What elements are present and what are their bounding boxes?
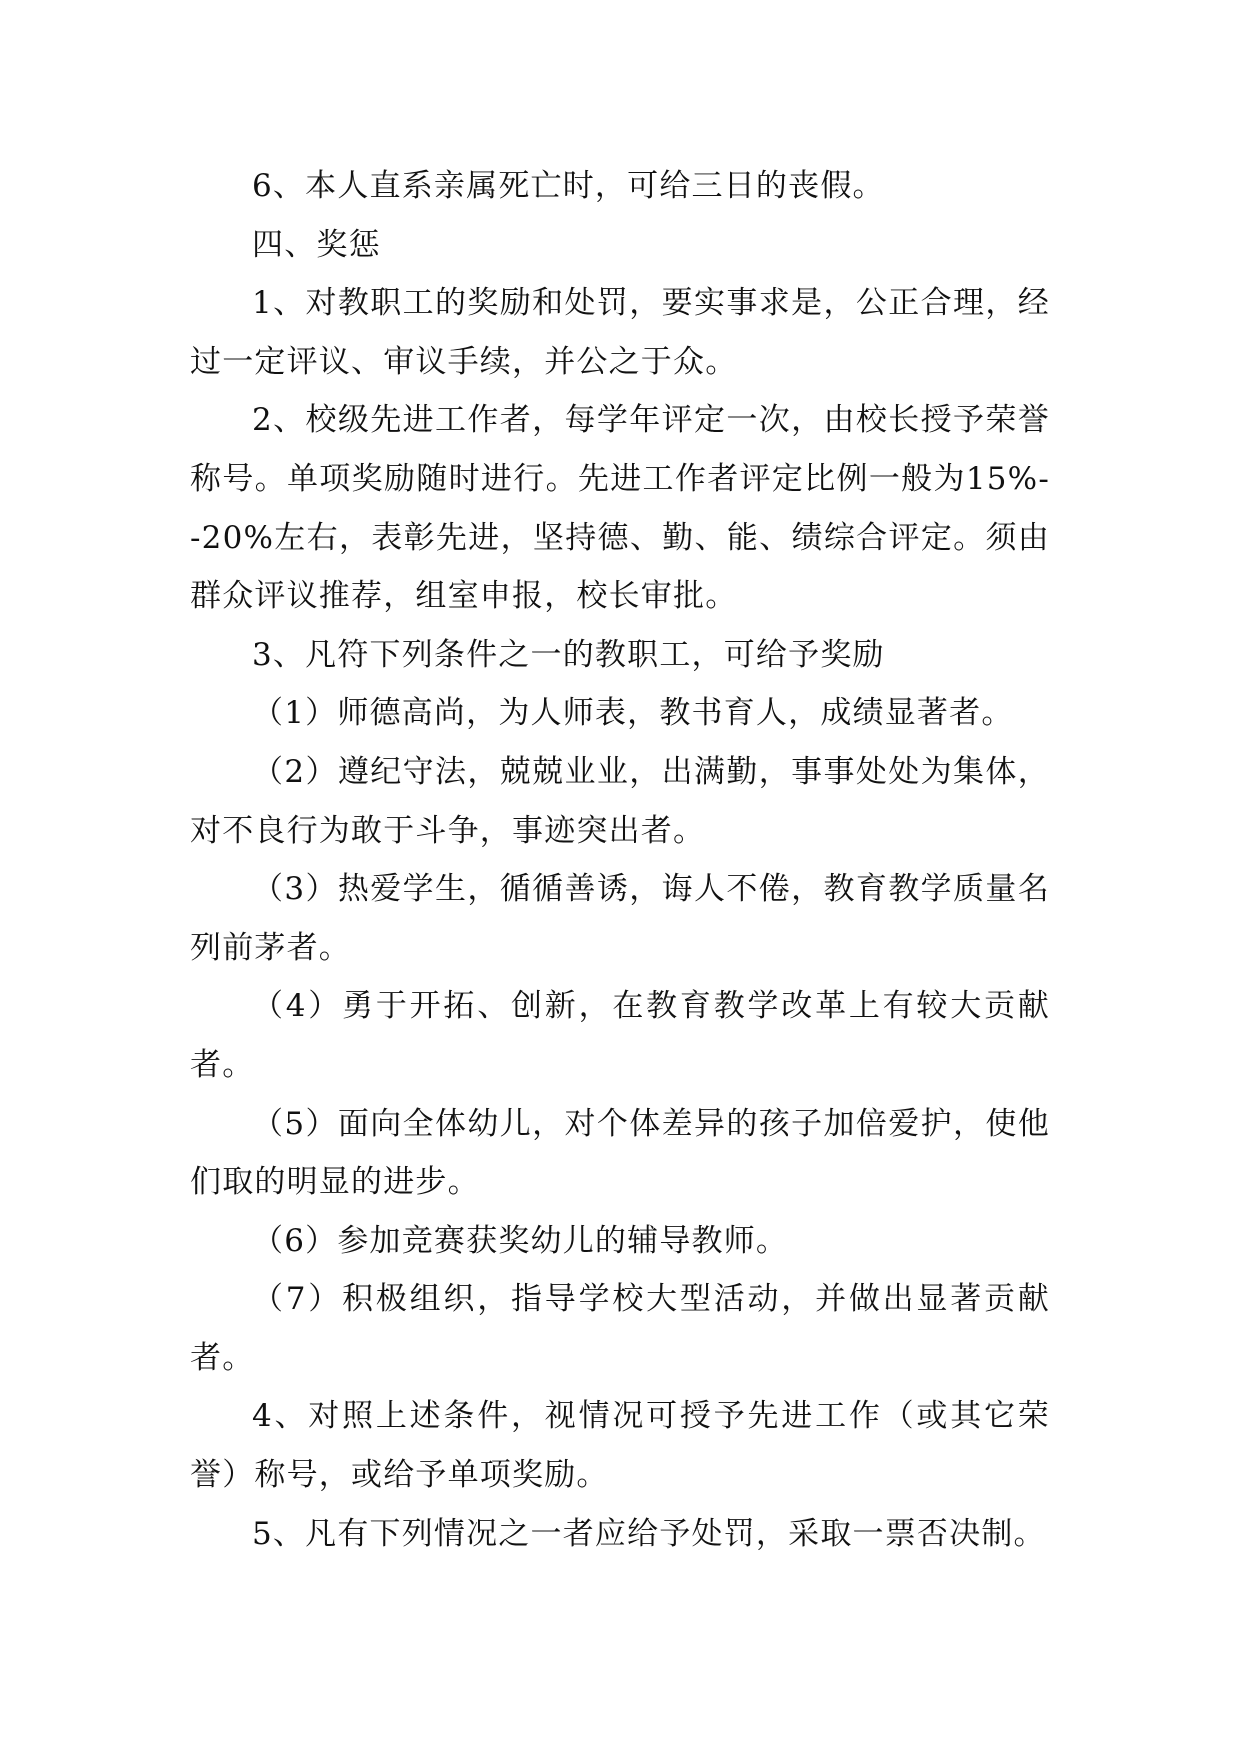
paragraph-advanced-worker: 2、校级先进工作者，每学年评定一次，由校长授予荣誉称号。单项奖励随时进行。先进工作者评定比例一般为15%--20%左右，表彰先进，坚持德、勤、能、绩综合评定。须由群众评议推荐，组室申报，校长审批。 xyxy=(190,402,1050,615)
list-item-condition-7: （7）积极组织，指导学校大型活动，并做出显著贡献者。 xyxy=(190,1281,1050,1376)
paragraph-penalty-conditions: 5、凡有下列情况之一者应给予处罚，采取一票否决制。 xyxy=(252,1515,1046,1552)
section-heading-rewards-penalties: 四、奖惩 xyxy=(252,226,381,263)
list-item-condition-3: （3）热爱学生，循循善诱，诲人不倦，教育教学质量名列前茅者。 xyxy=(190,871,1050,966)
paragraph-award-titles: 4、对照上述条件，视情况可授予先进工作（或其它荣誉）称号，或给予单项奖励。 xyxy=(190,1398,1050,1494)
list-item-condition-4: （4）勇于开拓、创新，在教育教学改革上有较大贡献者。 xyxy=(190,988,1050,1083)
list-item-condition-2: （2）遵纪守法，兢兢业业，出满勤，事事处处为集体，对不良行为敢于斗争，事迹突出者。 xyxy=(190,753,1050,849)
paragraph-reward-principle: 1、对教职工的奖励和处罚，要实事求是，公正合理，经过一定评议、审议手续，并公之于众。 xyxy=(190,285,1050,380)
list-item-condition-1: （1）师德高尚，为人师表，教书育人，成绩显著者。 xyxy=(252,695,1014,732)
list-item-condition-6: （6）参加竞赛获奖幼儿的辅导教师。 xyxy=(252,1222,789,1259)
paragraph-reward-conditions: 3、凡符下列条件之一的教职工，可给予奖励 xyxy=(252,636,885,673)
paragraph-bereavement-leave: 6、本人直系亲属死亡时，可给三日的丧假。 xyxy=(252,168,885,204)
list-item-condition-5: （5）面向全体幼儿，对个体差异的孩子加倍爱护，使他们取的明显的进步。 xyxy=(190,1105,1050,1201)
document-body xyxy=(190,157,1050,1563)
